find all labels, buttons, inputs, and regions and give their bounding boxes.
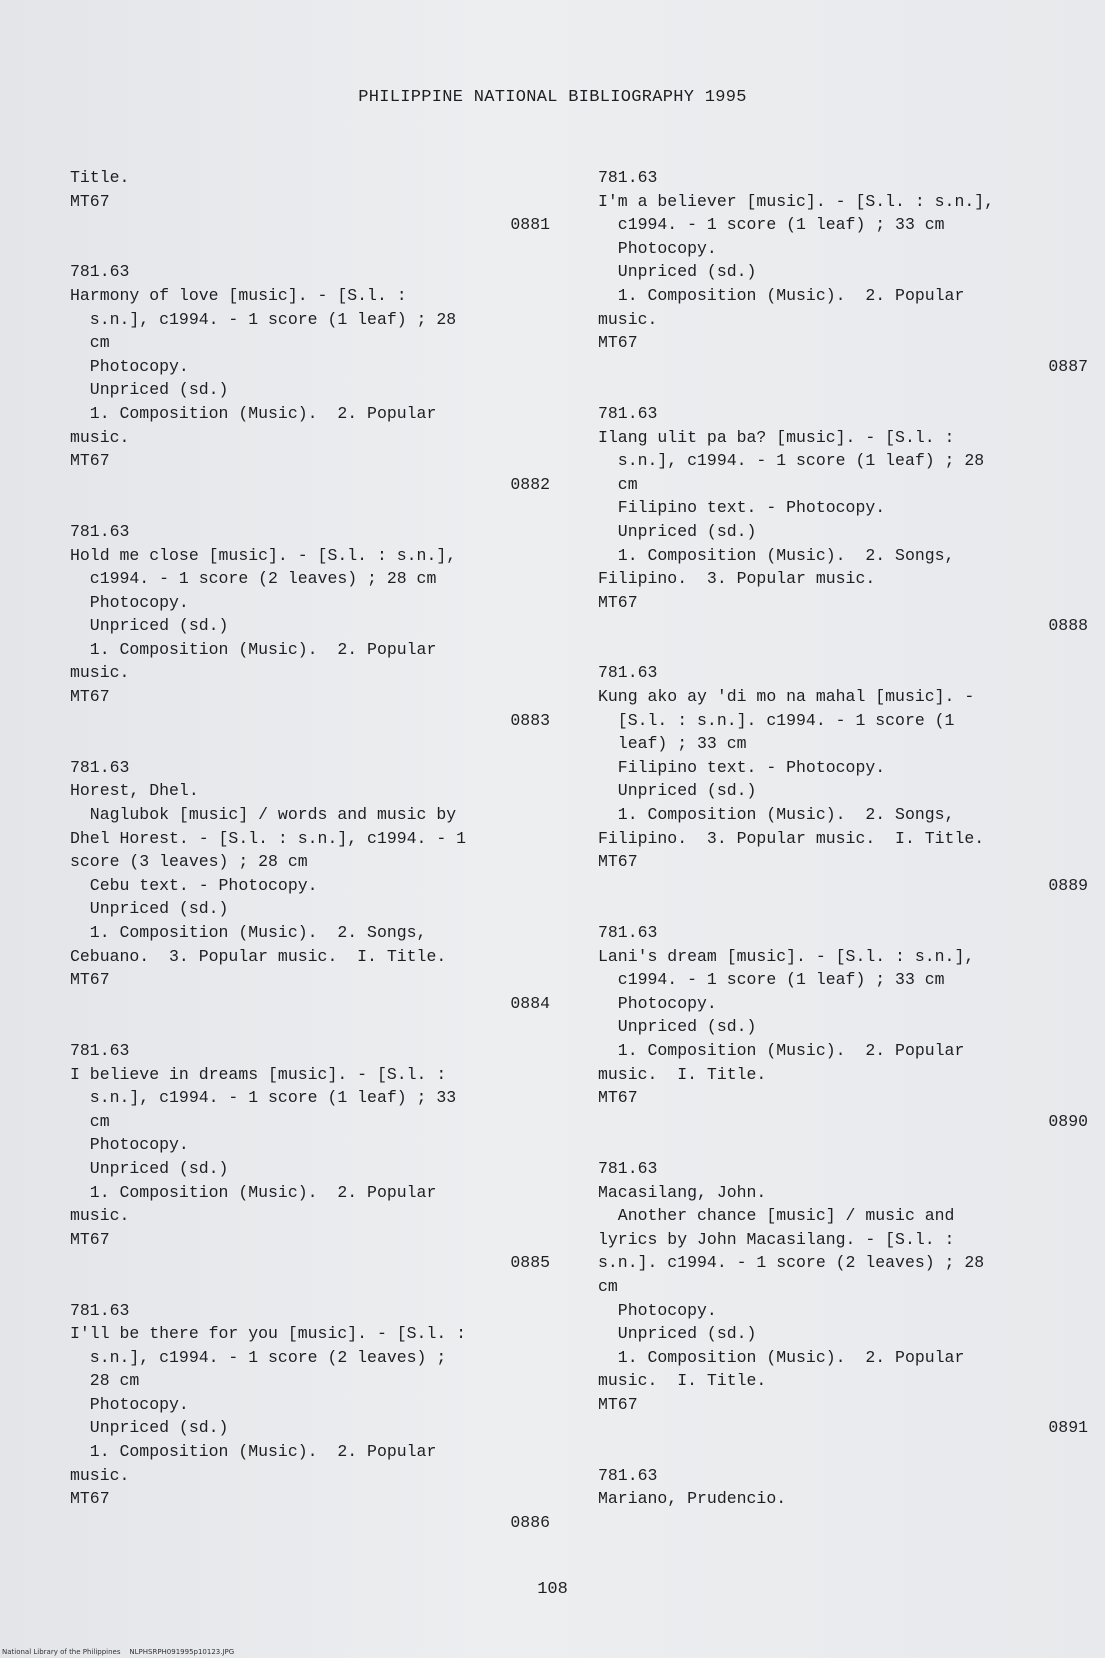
entry-line: Unpriced (sd.) [598,262,757,282]
entry-line: MT67 [70,451,110,471]
entry-spacer [70,732,550,756]
entry-line: Filipino text. - Photocopy. [598,757,886,777]
entry-line: music. [70,663,130,683]
entry-line: c1994. - 1 score (1 leaf) ; 33 cm [598,215,945,235]
entry-line: I'll be there for you [music]. - [S.l. : [70,1324,467,1344]
entry-line: cm [70,333,110,353]
entry-spacer [598,638,1088,662]
entry-line: 781.63 [70,1040,130,1060]
entry-line: 1. Composition (Music). 2. Songs, [598,545,955,565]
entry-line: 1. Composition (Music). 2. Songs, [70,923,427,942]
entry-line: music. [598,309,658,329]
entry-line: 1. Composition (Music). 2. Popular [70,1442,437,1462]
entry-line: Filipino. 3. Popular music. I. Title. [598,828,985,848]
entry-line: 781.63 [70,262,130,282]
entry-line: Kung ako ay 'di mo na mahal [music]. - [598,687,975,707]
entry-line: MT67 [598,1394,638,1414]
entry-line: Another chance [music] / music and [598,1206,955,1226]
entry-line: s.n.], c1994. - 1 score (1 leaf) ; 28 [70,309,457,329]
entry-line: 781.63 [598,1158,658,1178]
entry-line: Photocopy. [598,238,717,258]
entry-line: c1994. - 1 score (1 leaf) ; 33 cm [598,970,945,990]
entry-line: leaf) ; 33 cm [598,734,747,754]
entry-line: Filipino. 3. Popular music. [598,569,876,589]
entry-line: music. [70,1206,130,1226]
entry-line: MT67 [598,1088,638,1108]
entry-line: Photocopy. [70,356,189,376]
entry-line: Dhel Horest. - [S.l. : s.n.], c1994. - 1 [70,828,467,848]
entry-number: 0883 [510,710,550,730]
entry-line: MT67 [70,687,110,707]
entry-line: 781.63 [70,521,130,541]
entry-line: [S.l. : s.n.]. c1994. - 1 score (1 [598,710,955,730]
entry-line: Unpriced (sd.) [70,1418,229,1438]
entry-line: s.n.], c1994. - 1 score (2 leaves) ; [70,1347,447,1367]
entry-line: 781.63 [598,403,658,423]
entry-line: Macasilang, John. [598,1182,767,1202]
entry-line: Cebu text. - Photocopy. [70,875,318,895]
entry-spacer [598,378,1088,402]
entry-line: Naglubok [music] / words and music by [70,805,457,825]
left-column [70,166,550,1534]
entry-line: MT67 [70,1489,110,1509]
entry-line: 1. Composition (Music). 2. Popular [598,1347,965,1367]
entry-number: 0886 [510,1512,550,1532]
entry-line: s.n.], c1994. - 1 score (1 leaf) ; 33 [70,1088,457,1108]
page-number: 108 [537,1580,568,1599]
entry-line: Photocopy. [598,993,717,1013]
entry-line: 781.63 [598,168,658,187]
entry-line: 1. Composition (Music). 2. Popular [598,1040,965,1060]
entry-line: Harmony of love [music]. - [S.l. : [70,285,407,305]
page-title: PHILIPPINE NATIONAL BIBLIOGRAPHY 1995 [358,88,747,107]
entry-line: Filipino text. - Photocopy. [598,498,886,518]
entry-line: 1. Composition (Music). 2. Popular [70,639,437,659]
entry-line: Horest, Dhel. [70,781,199,801]
entry-line: I believe in dreams [music]. - [S.l. : [70,1064,447,1084]
entry-line: 28 cm [70,1371,140,1391]
entry-line: 781.63 [598,1465,658,1485]
entry-line: music. [70,1465,130,1485]
entry-line: Unpriced (sd.) [598,521,757,541]
entry-line: s.n.], c1994. - 1 score (1 leaf) ; 28 [598,451,985,471]
entry-line: Hold me close [music]. - [S.l. : s.n.], [70,545,457,565]
entry-spacer [598,1440,1088,1464]
entry-line: cm [598,1276,618,1296]
entry-number: 0891 [1048,1418,1088,1438]
entry-line: Ilang ulit pa ba? [music]. - [S.l. : [598,427,955,447]
entry-line: Photocopy. [70,1394,189,1414]
entry-spacer [598,897,1088,921]
entry-line: music. I. Title. [598,1371,767,1391]
entry-line: 781.63 [598,923,658,942]
entry-line: 781.63 [598,663,658,683]
entry-number: 0884 [510,993,550,1013]
entry-line: Photocopy. [70,1135,189,1155]
entry-number: 0887 [1048,356,1088,376]
entry-line: lyrics by John Macasilang. - [S.l. : [598,1229,955,1249]
entry-number: 0882 [510,474,550,494]
entry-line: MT67 [598,592,638,612]
entry-spacer [70,1275,550,1299]
entry-line: s.n.]. c1994. - 1 score (2 leaves) ; 28 [598,1253,985,1273]
entry-line: Photocopy. [70,592,189,612]
entry-line: Title. [70,168,130,187]
entry-number: 0890 [1048,1111,1088,1131]
entry-line: Unpriced (sd.) [70,380,229,400]
entry-number: 0889 [1048,875,1088,895]
entry-line: Cebuano. 3. Popular music. I. Title. [70,946,447,966]
entry-number: 0888 [1048,616,1088,636]
entry-line: Lani's dream [music]. - [S.l. : s.n.], [598,946,975,966]
entry-line: 781.63 [70,1300,130,1320]
entry-line: cm [70,1111,110,1131]
entry-line: 1. Composition (Music). 2. Songs, [598,805,955,825]
entry-line: 1. Composition (Music). 2. Popular [70,403,437,423]
entry-line: 781.63 [70,757,130,777]
entry-number: 0885 [510,1253,550,1273]
entry-line: music. I. Title. [598,1064,767,1084]
entry-line: 1. Composition (Music). 2. Popular [70,1182,437,1202]
entry-spacer [70,237,550,261]
entry-line: score (3 leaves) ; 28 cm [70,852,308,872]
entry-spacer [70,496,550,520]
entry-line: MT67 [70,970,110,990]
scan-imprint: National Library of the Philippines NLPHSRPH091995p10123.JPG [2,1648,235,1656]
entry-line: 1. Composition (Music). 2. Popular [598,285,965,305]
entry-line: Unpriced (sd.) [70,616,229,636]
entry-spacer [70,1015,550,1039]
entry-spacer [598,1133,1088,1157]
entry-line: MT67 [598,333,638,353]
entry-number: 0881 [510,215,550,235]
entry-line: Unpriced (sd.) [598,781,757,801]
entry-line: Photocopy. [598,1300,717,1320]
entry-line: MT67 [70,191,110,211]
right-column [598,166,1088,1511]
entry-line: cm [598,474,638,494]
entry-line: c1994. - 1 score (2 leaves) ; 28 cm [70,569,437,589]
entry-line: Unpriced (sd.) [598,1017,757,1037]
entry-line: MT67 [70,1229,110,1249]
entry-line: I'm a believer [music]. - [S.l. : s.n.], [598,191,995,211]
entry-line: music. [70,427,130,447]
entry-line: Unpriced (sd.) [70,1158,229,1178]
entry-line: Unpriced (sd.) [598,1324,757,1344]
entry-line: Unpriced (sd.) [70,899,229,919]
entry-line: Mariano, Prudencio. [598,1489,787,1509]
entry-line: MT67 [598,852,638,872]
